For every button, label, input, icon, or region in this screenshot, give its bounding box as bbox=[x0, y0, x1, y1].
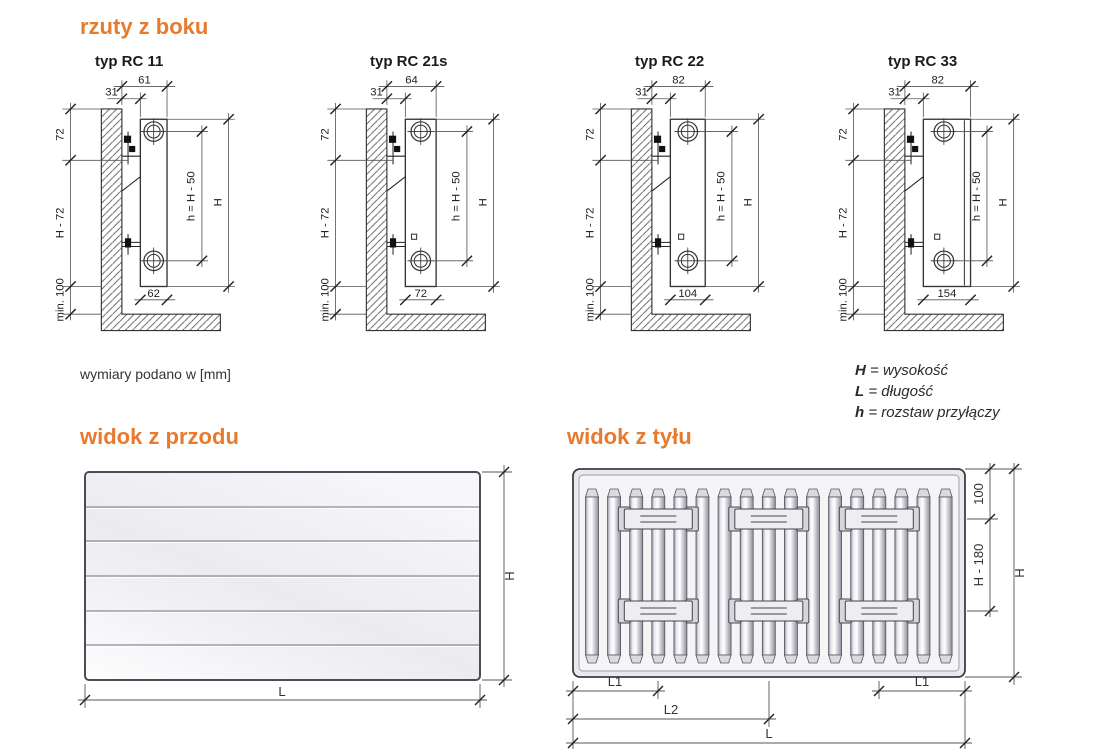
dim-connection-spacing: h = H - 50 bbox=[715, 171, 728, 222]
dim-floor-clearance: min. 100 bbox=[54, 278, 67, 322]
dim-bottom-depth: 104 bbox=[678, 287, 698, 300]
dim-wall-offset: 31 bbox=[888, 86, 901, 99]
mounting-bracket bbox=[729, 599, 809, 623]
heading-rear-view: widok z tyłu bbox=[567, 424, 692, 449]
rear-view-diagram bbox=[558, 459, 1094, 751]
side-view-title-rc33: typ RC 33 bbox=[888, 53, 958, 70]
legend-symbol: h bbox=[855, 404, 865, 421]
bracket-top bbox=[122, 132, 140, 192]
dim-top-margin: 72 bbox=[54, 128, 67, 141]
mounting-bracket bbox=[618, 507, 698, 531]
mounting-bracket bbox=[839, 507, 919, 531]
heading-side-views: rzuty z boku bbox=[80, 14, 209, 39]
bracket-bottom bbox=[387, 234, 405, 255]
dimension-labels bbox=[319, 74, 489, 321]
dim-l1-right: L1 bbox=[914, 674, 930, 689]
dim-connection-spacing: h = H - 50 bbox=[185, 171, 198, 222]
dim-wall-offset: 31 bbox=[635, 86, 648, 99]
dim-height: H bbox=[502, 571, 517, 581]
dim-mid-height: H - 72 bbox=[837, 207, 850, 239]
units-note: wymiary podano w [mm] bbox=[80, 366, 231, 382]
side-view-rc21s-diagram bbox=[313, 70, 549, 347]
dim-wall-offset: 31 bbox=[370, 86, 383, 99]
dim-length: L bbox=[278, 684, 286, 699]
dim-floor-clearance: min. 100 bbox=[584, 278, 597, 322]
bracket-bottom bbox=[122, 234, 140, 255]
dim-total-depth: 82 bbox=[931, 74, 944, 87]
bracket-bottom bbox=[652, 234, 670, 255]
bracket-bottom bbox=[905, 234, 923, 255]
side-view-title-rc21s: typ RC 21s bbox=[370, 53, 448, 70]
dim-height: H bbox=[212, 198, 225, 207]
front-view-diagram bbox=[60, 460, 540, 712]
rib bbox=[586, 489, 599, 663]
dim-height: H bbox=[742, 198, 755, 207]
dim-mid-height: H - 72 bbox=[584, 207, 597, 239]
dim-total-depth: 61 bbox=[138, 74, 151, 87]
dim-bottom-depth: 154 bbox=[937, 287, 957, 300]
legend-item bbox=[855, 381, 1000, 402]
dim-height: H bbox=[997, 198, 1010, 207]
dim-l1-left: L1 bbox=[607, 674, 623, 689]
dim-bottom-depth: 62 bbox=[147, 287, 160, 300]
dim-top-margin: 72 bbox=[584, 128, 597, 141]
dimension-labels bbox=[584, 74, 754, 321]
legend bbox=[855, 360, 1000, 423]
dim-top-margin: 72 bbox=[837, 128, 850, 141]
bracket-top bbox=[652, 132, 670, 192]
legend-item bbox=[855, 402, 1000, 423]
dim-l2: L2 bbox=[663, 702, 679, 717]
dim-total-depth: 82 bbox=[672, 74, 685, 87]
dim-connection-spacing: h = H - 50 bbox=[970, 171, 983, 222]
heading-front-view: widok z przodu bbox=[80, 424, 239, 449]
mounting-bracket bbox=[839, 599, 919, 623]
dim-floor-clearance: min. 100 bbox=[319, 278, 332, 322]
dim-mid-height: H - 72 bbox=[319, 207, 332, 239]
legend-symbol: H bbox=[855, 362, 866, 379]
side-view-rc33-diagram bbox=[831, 70, 1067, 347]
bracket-top bbox=[387, 132, 405, 192]
dim-wall-offset: 31 bbox=[105, 86, 118, 99]
mounting-bracket bbox=[618, 599, 698, 623]
legend-text: = rozstaw przyłączy bbox=[868, 404, 1000, 421]
side-view-title-rc22: typ RC 22 bbox=[635, 53, 705, 70]
dim-connection-spacing: h = H - 50 bbox=[450, 171, 463, 222]
dim-top-margin: 72 bbox=[319, 128, 332, 141]
legend-item bbox=[855, 360, 1000, 381]
dim-total-depth: 64 bbox=[405, 74, 418, 87]
dim-bottom-depth: 72 bbox=[414, 287, 428, 300]
legend-symbol: L bbox=[855, 383, 865, 400]
dim-length: L bbox=[765, 726, 773, 741]
legend-text: = długość bbox=[868, 383, 933, 400]
dim-height: H bbox=[1012, 568, 1027, 578]
dim-bracket-span: H - 180 bbox=[971, 543, 986, 587]
legend-text: = wysokość bbox=[870, 362, 948, 379]
side-view-rc11-diagram bbox=[48, 70, 284, 347]
mounting-bracket bbox=[729, 507, 809, 531]
side-view-rc22-diagram bbox=[578, 70, 814, 347]
dim-height: H bbox=[477, 198, 490, 207]
side-view-title-rc11: typ RC 11 bbox=[95, 53, 164, 70]
bracket-top bbox=[905, 132, 923, 192]
rib bbox=[939, 489, 952, 663]
dim-mid-height: H - 72 bbox=[54, 207, 67, 239]
dimension-labels bbox=[54, 74, 224, 321]
dim-top-bracket-offset: 100 bbox=[971, 483, 986, 505]
dim-floor-clearance: min. 100 bbox=[837, 278, 850, 322]
